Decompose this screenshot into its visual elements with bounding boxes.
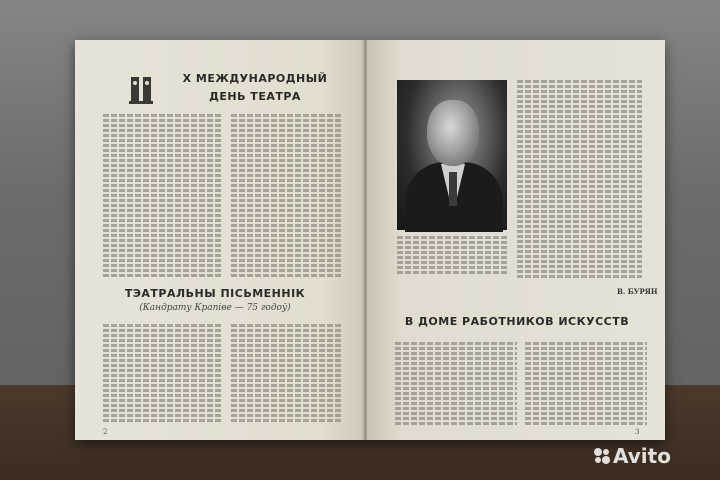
magazine-spread [75, 40, 665, 440]
portrait-head [427, 100, 479, 166]
section-title-writer: ТЭАТРАЛЬНЫ ПІСЬМЕННІК [124, 287, 306, 300]
right-page [367, 40, 665, 440]
author-signature: В. БУРЯН [617, 287, 658, 296]
avito-logo-icon [592, 446, 612, 466]
photo-caption-text [397, 234, 509, 284]
writer-column-1 [103, 322, 221, 427]
section-subtitle: (Кандрату Крапіве — 75 годоў) [139, 303, 291, 313]
page-number-left: 2 [103, 428, 108, 436]
theatre-masks-icon [127, 75, 157, 105]
left-page [75, 40, 366, 440]
article-column-1 [103, 112, 221, 282]
portrait-photo [397, 80, 507, 230]
house-column-2 [525, 340, 647, 428]
writer-column-2 [231, 322, 343, 427]
title-line1: X МЕЖДУНАРОДНЫЙ [182, 72, 328, 85]
page-number-right: 3 [635, 428, 640, 436]
avito-watermark: Avito [613, 444, 671, 468]
section-title-house: В ДОМЕ РАБОТНИКОВ ИСКУССТВ [404, 315, 630, 328]
article-column-2 [231, 112, 343, 282]
house-column-1 [395, 340, 517, 428]
right-top-column [517, 78, 642, 283]
title-line2: ДЕНЬ ТЕАТРА [209, 90, 301, 103]
portrait-tie [449, 172, 457, 206]
